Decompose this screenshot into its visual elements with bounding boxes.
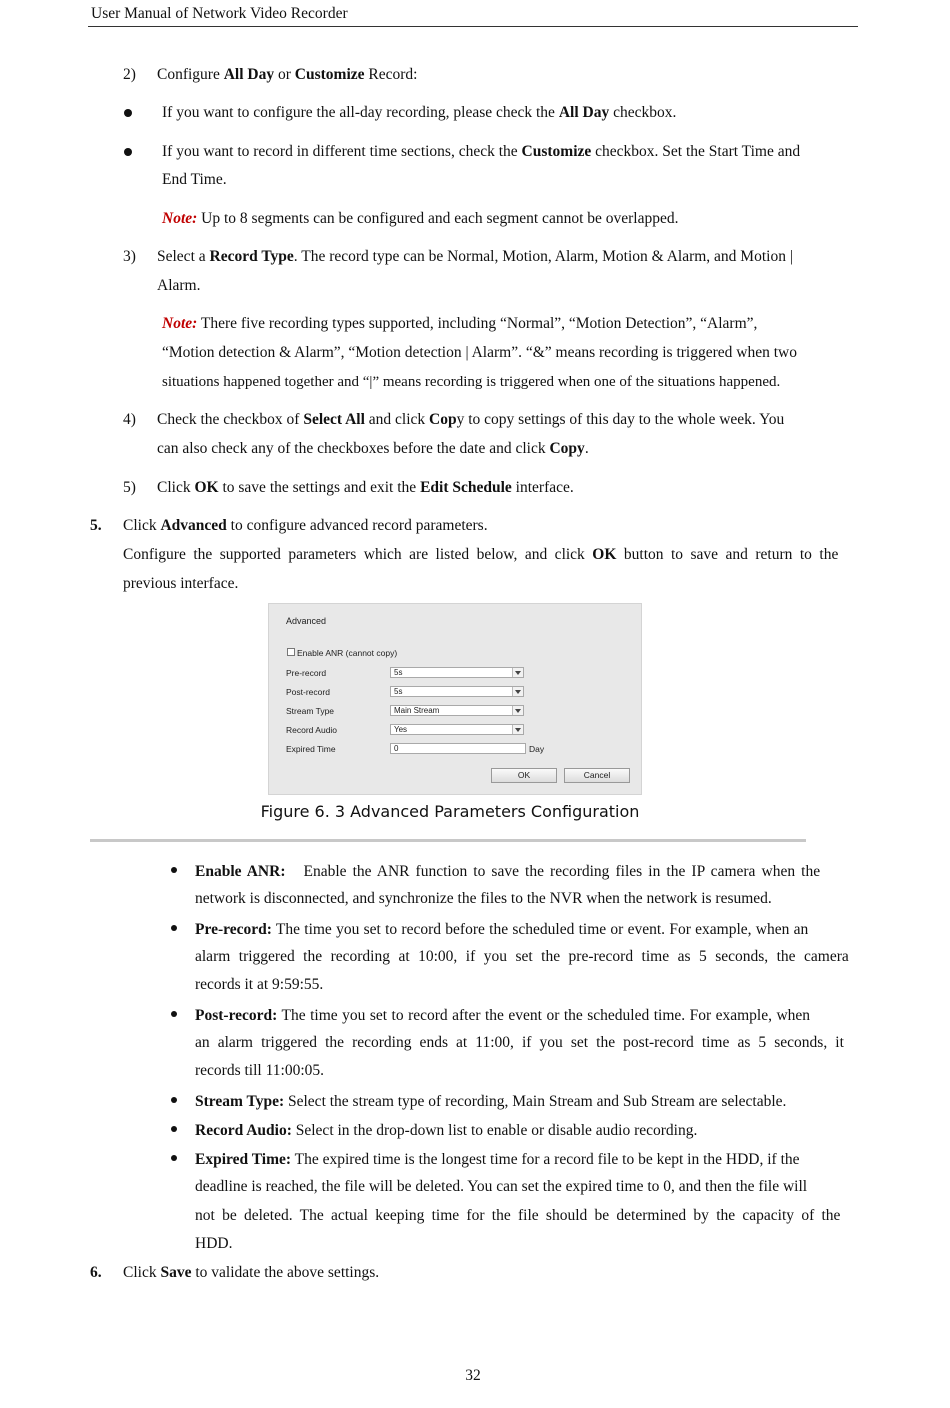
bullet-dot (171, 925, 177, 931)
dialog-title: Advanced (286, 616, 327, 626)
chevron-down-icon[interactable] (512, 668, 523, 677)
param-pre-record: Pre-record: The time you set to record before the scheduled time or event. For example, when an (195, 921, 809, 938)
param-record-audio: Record Audio: Select in the drop-down list to enable or disable audio recording. (195, 1122, 698, 1139)
expired-time-value: 0 (394, 744, 399, 753)
main-5-number: 5. (90, 517, 102, 534)
post-record-select[interactable] (390, 686, 524, 697)
ok-button[interactable]: OK (491, 768, 557, 783)
step-5-text: Click OK to save the settings and exit the Edit Schedule interface. (157, 479, 574, 496)
param-post-record-line2: an alarm triggered the recording ends at 11:00, if you set the post-record time as 5 seconds, it (195, 1034, 844, 1051)
post-record-value: 5s (394, 687, 403, 696)
pre-record-value: 5s (394, 668, 403, 677)
main-6-number: 6. (90, 1264, 102, 1281)
chevron-down-icon[interactable] (512, 706, 523, 715)
param-pre-record-line3: records it at 9:59:55. (195, 976, 324, 993)
bullet-dot (171, 1126, 177, 1132)
bullet-dot (171, 1097, 177, 1103)
caption-rule (90, 839, 806, 842)
expired-time-unit: Day (529, 744, 545, 754)
record-audio-value: Yes (394, 725, 408, 734)
enable-anr-label: Enable ANR (cannot copy) (297, 648, 398, 658)
step-2-text: Configure All Day or Customize Record: (157, 66, 418, 83)
step-3-number: 3) (123, 248, 136, 265)
pre-record-select[interactable] (390, 667, 524, 678)
step-2-number: 2) (123, 66, 136, 83)
param-anr: Enable ANR: Enable the ANR function to save the recording files in the IP camera when the (195, 863, 821, 880)
step-4-text: Check the checkbox of Select All and click Copy to copy settings of this day to the whole week. You (157, 411, 785, 428)
note-record-types-line3: situations happened together and “|” means recording is triggered when one of the situations happened. (162, 374, 781, 390)
pre-record-label: Pre-record (286, 668, 327, 678)
bullet-dot (171, 1155, 177, 1161)
note-segments: Note: Up to 8 segments can be configured and each segment cannot be overlapped. (162, 210, 679, 227)
expired-time-label: Expired Time (286, 744, 336, 754)
advanced-dialog (268, 603, 642, 795)
param-expired-time-line3: not be deleted. The actual keeping time for the file should be determined by the capacity of the (195, 1207, 841, 1224)
post-record-label: Post-record (286, 687, 330, 697)
stream-type-value: Main Stream (394, 706, 440, 715)
step-5-number: 5) (123, 479, 136, 496)
param-pre-record-line2: alarm triggered the recording at 10:00, if you set the pre-record time as 5 seconds, the camera (195, 948, 849, 965)
bullet-dot (124, 148, 132, 156)
step-4-line2: can also check any of the checkboxes before the date and click Copy. (157, 440, 589, 457)
param-stream-type: Stream Type: Select the stream type of recording, Main Stream and Sub Stream are selectable. (195, 1093, 787, 1110)
main-5-line3: previous interface. (123, 575, 239, 592)
page-number: 32 (465, 1367, 481, 1384)
bullet-dot (171, 867, 177, 873)
enable-anr-checkbox[interactable] (287, 648, 295, 656)
record-audio-select[interactable] (390, 724, 524, 735)
param-post-record: Post-record: The time you set to record after the event or the scheduled time. For example, when (195, 1007, 811, 1024)
chevron-down-icon[interactable] (512, 725, 523, 734)
bullet-customize-line2: End Time. (162, 171, 227, 188)
expired-time-input[interactable] (390, 743, 526, 754)
header-rule (88, 26, 858, 27)
main-5-text: Click Advanced to configure advanced record parameters. (123, 517, 488, 534)
figure-caption: Figure 6. 3 Advanced Parameters Configuration (260, 802, 640, 821)
param-expired-time: Expired Time: The expired time is the longest time for a record file to be kept in the HDD, if the (195, 1151, 800, 1168)
note-record-types-line2: “Motion detection & Alarm”, “Motion detection | Alarm”. “&” means recording is triggered when two (162, 344, 797, 361)
stream-type-select[interactable] (390, 705, 524, 716)
header-title: User Manual of Network Video Recorder (91, 5, 348, 22)
step-3-line2: Alarm. (157, 277, 201, 294)
chevron-down-icon[interactable] (512, 687, 523, 696)
cancel-button[interactable]: Cancel (564, 768, 630, 783)
bullet-all-day: If you want to configure the all-day recording, please check the All Day checkbox. (162, 104, 677, 121)
param-expired-time-line2: deadline is reached, the file will be deleted. You can set the expired time to 0, and then the file will (195, 1178, 808, 1195)
main-5-line2: Configure the supported parameters which are listed below, and click OK button to save and return to the (123, 546, 839, 563)
param-expired-time-line4: HDD. (195, 1235, 233, 1252)
param-anr-line2: network is disconnected, and synchronize the files to the NVR when the network is resumed. (195, 890, 772, 907)
bullet-customize: If you want to record in different time sections, check the Customize checkbox. Set the Start Time and (162, 143, 801, 160)
note-record-types: Note: There five recording types supported, including “Normal”, “Motion Detection”, “Alarm”, (162, 315, 758, 332)
record-audio-label: Record Audio (286, 725, 338, 735)
main-6-text: Click Save to validate the above settings. (123, 1264, 380, 1281)
param-post-record-line3: records till 11:00:05. (195, 1062, 325, 1079)
step-3-text: Select a Record Type. The record type can be Normal, Motion, Alarm, Motion & Alarm, and Motion | (157, 248, 793, 265)
step-4-number: 4) (123, 411, 136, 428)
stream-type-label: Stream Type (286, 706, 335, 716)
bullet-dot (171, 1011, 177, 1017)
bullet-dot (124, 109, 132, 117)
